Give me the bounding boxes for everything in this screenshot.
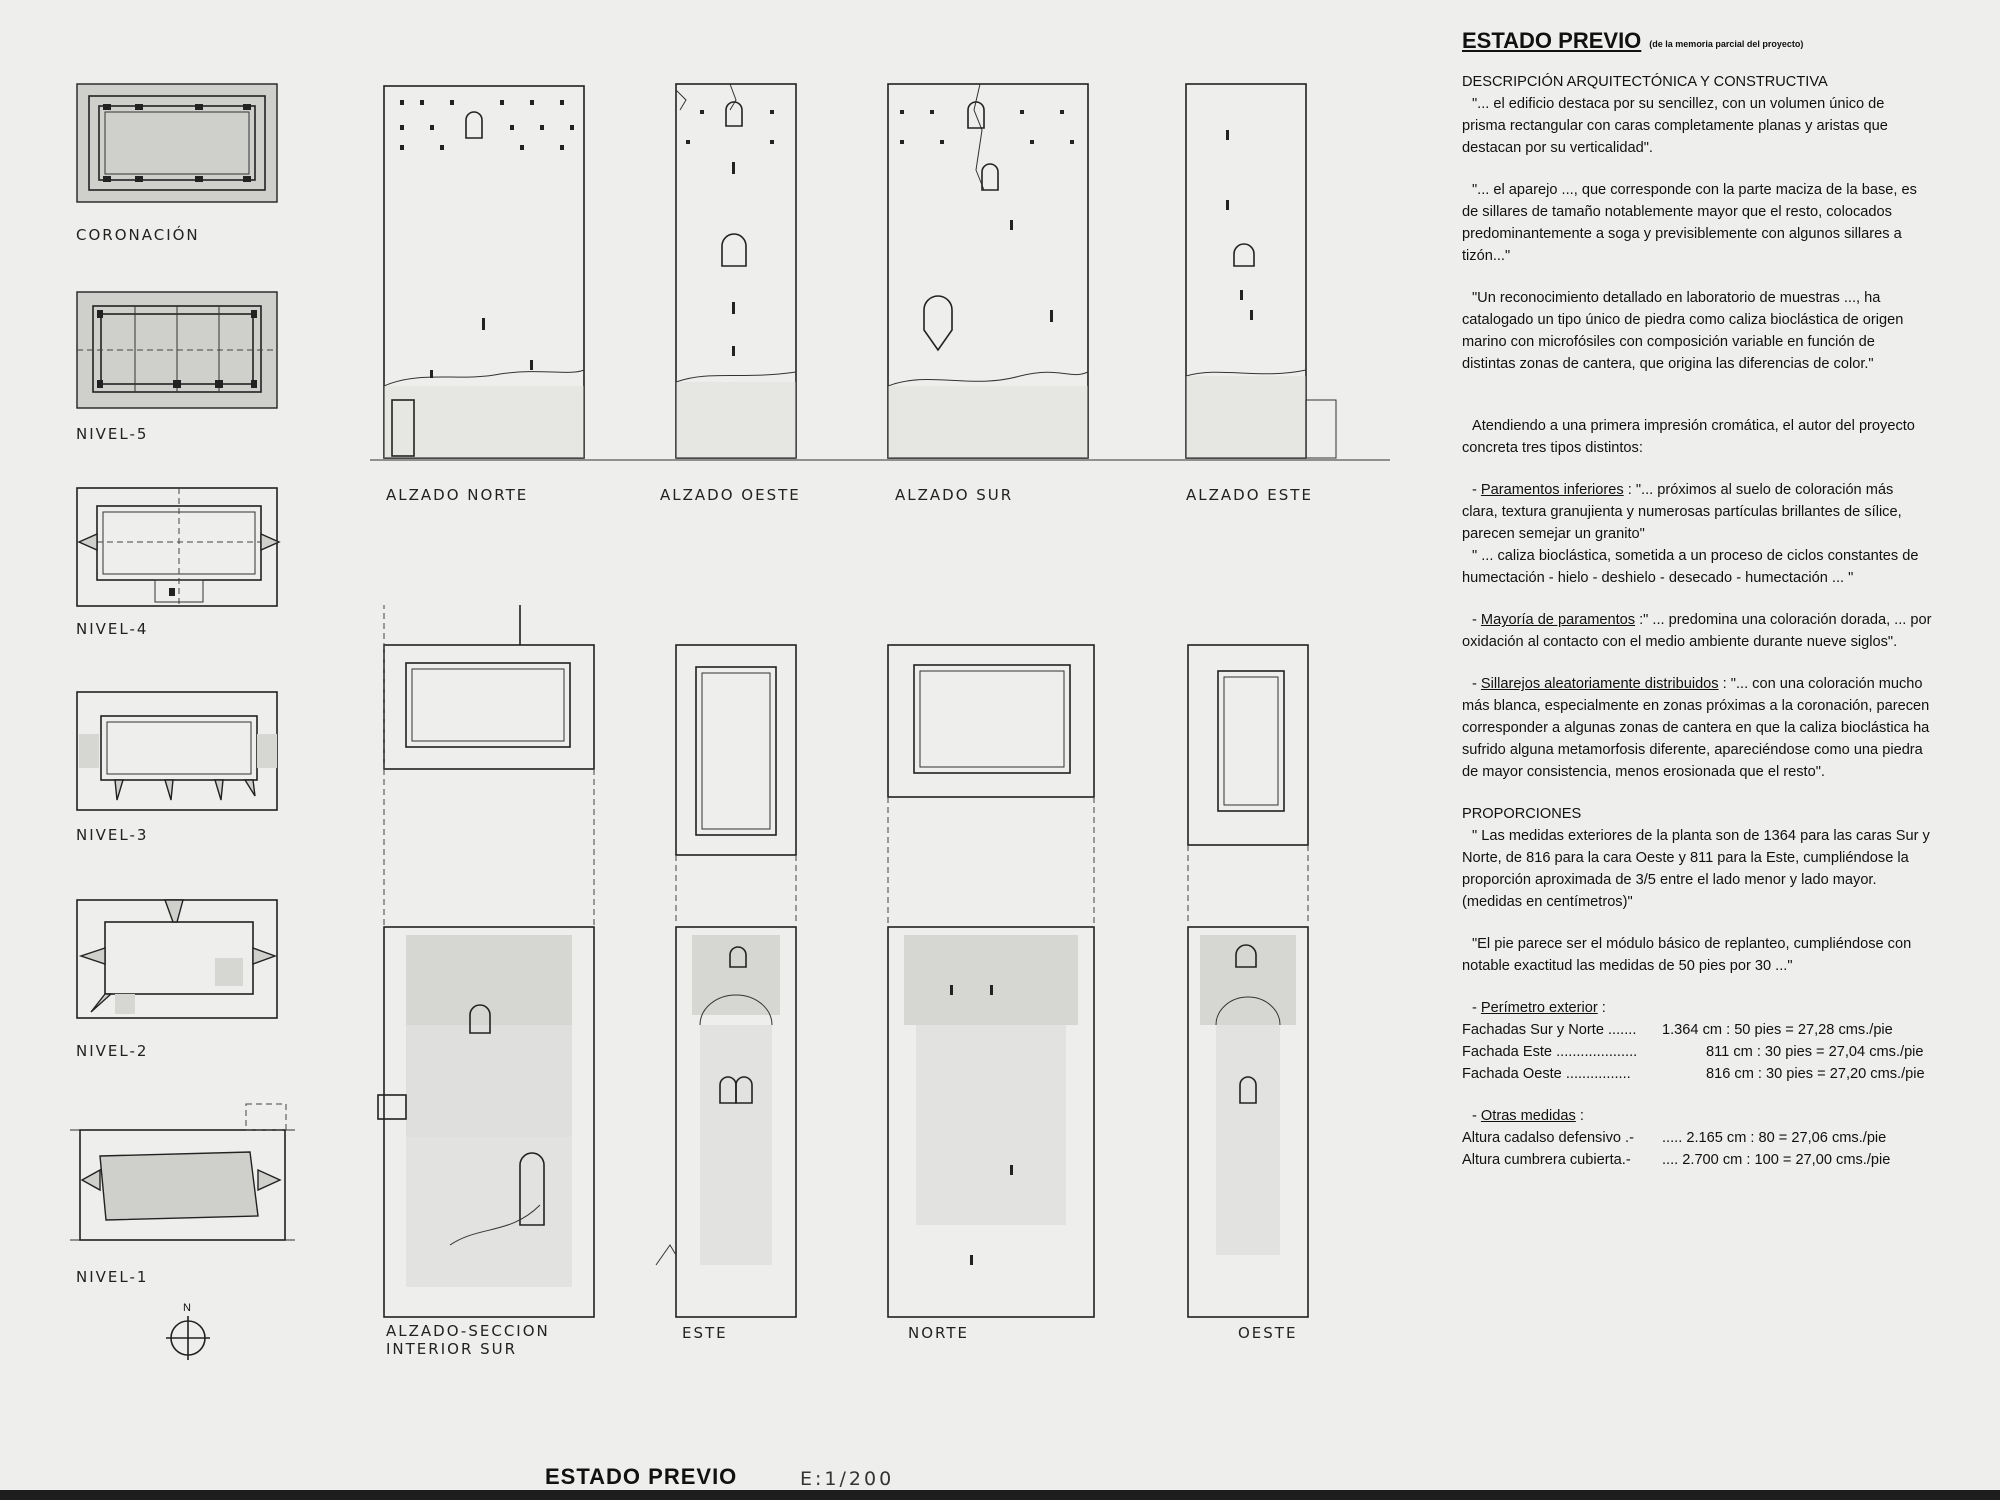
sections-bottom [370,605,1390,1325]
other-measures-table [1462,1127,1932,1171]
other-row-value: ..... 2.165 cm : 80 = 27,06 cms./pie [1662,1130,1887,1147]
elevation-oeste [676,84,796,458]
elevation-label-este: ALZADO ESTE [1186,486,1313,504]
plan-nivel-3 [75,690,285,820]
type-1-text-2: " ... caliza bioclástica, sometida a un proceso de ciclos constantes de humectación - hielo - deshielo - desecado - humectación ... " [1462,548,1919,587]
sheet-title: ESTADO PREVIO [545,1464,738,1489]
plan-nivel-5 [75,290,285,420]
sheet-scale: E:1/200 [800,1468,895,1490]
north-arrow-icon [166,1316,210,1360]
plan-label-coronacion: CORONACIÓN [76,226,200,244]
plan-nivel-2 [75,898,285,1028]
paragraph-3: "Un reconocimiento detallado en laboratorio de muestras ..., ha catalogado un tipo único de piedra como caliza bioclástica de origen marino con microfósiles con composición variable en función de distintas zonas de cantera, que origina las diferencias de color." [1462,290,1904,373]
plan-nivel-1 [70,1100,300,1250]
section-label-interior-sur-2: INTERIOR SUR [386,1340,518,1358]
type-1-text: : "... próximos al suelo de coloración más clara, textura granujienta y numerosas partículas brillantes de sílice, parecen semejar un granito" [1462,482,1902,543]
type-1-label: Paramentos inferiores [1480,482,1624,499]
plan-label-nivel-5: NIVEL-5 [76,425,149,443]
section-label-oeste: OESTE [1238,1324,1298,1342]
perimeter-row-label: Fachadas Sur y Norte ....... [1462,1022,1637,1039]
perimeter-title: Perímetro exterior [1480,1000,1598,1017]
elevation-label-oeste: ALZADO OESTE [660,486,801,504]
perimeter-row-label: Fachada Oeste ................ [1462,1066,1631,1083]
bottom-band [0,1490,2000,1500]
proportions-title: PROPORCIONES [1462,806,1582,823]
north-label: N [183,1302,191,1314]
section-label-este: ESTE [682,1324,728,1342]
perimeter-row-value: 816 cm : 30 pies = 27,20 cms./pie [1706,1066,1925,1083]
other-row-value: .... 2.700 cm : 100 = 27,00 cms./pie [1662,1152,1891,1169]
paragraph-2: "... el aparejo ..., que corresponde con la parte maciza de la base, es de sillares de tamaño notablemente mayor que el resto, colocados predominantemente a soga y previsiblemente con algunos sillares a tizón..." [1462,182,1917,265]
perimeter-row-value: 1.364 cm : 50 pies = 27,28 cms./pie [1662,1022,1893,1039]
section-este [656,645,796,1317]
elevation-sur [888,84,1088,458]
type-2-text: :" ... predomina una coloración dorada, ... por oxidación al contacto con el medio ambiente durante nueve siglos". [1462,612,1932,651]
paragraph-5: " Las medidas exteriores de la planta son de 1364 para las caras Sur y Norte, de 816 para la cara Oeste y 811 para la Este, cumpliéndose la proporción aproximada de 3/5 entre el lado menor y lado mayor. (medidas en centímetros)" [1462,828,1930,911]
section-norte [888,645,1094,1317]
section-label-norte: NORTE [908,1324,969,1342]
other-row-label: Altura cadalso defensivo .- [1462,1130,1634,1147]
desc-title: DESCRIPCIÓN ARQUITECTÓNICA Y CONSTRUCTIVA [1462,74,1828,91]
elevations-top [370,70,1390,470]
elevation-este [1186,84,1336,458]
plan-coronacion [75,82,285,212]
section-heading: ESTADO PREVIO [1462,28,1642,53]
elevation-label-norte: ALZADO NORTE [386,486,529,504]
plan-label-nivel-4: NIVEL-4 [76,620,149,638]
other-row-label: Altura cumbrera cubierta.- [1462,1152,1631,1169]
other-measures-title: Otras medidas [1480,1108,1576,1125]
paragraph-4: Atendiendo a una primera impresión cromática, el autor del proyecto concreta tres tipos distintos: [1462,418,1915,457]
perimeter-row-value: 811 cm : 30 pies = 27,04 cms./pie [1706,1044,1924,1061]
paragraph-6: "El pie parece ser el módulo básico de replanteo, cumpliéndose con notable exactitud las medidas de 50 pies por 30 ..." [1462,936,1912,975]
plan-label-nivel-1: NIVEL-1 [76,1268,149,1286]
perimeter-table [1462,1019,1932,1085]
plan-label-nivel-3: NIVEL-3 [76,826,149,844]
plan-nivel-4 [75,486,285,616]
elevation-norte [384,86,584,458]
heading-note: (de la memoria parcial del proyecto) [1649,39,1804,50]
section-oeste [1188,645,1308,1317]
plan-label-nivel-2: NIVEL-2 [76,1042,149,1060]
type-3-text: : "... con una coloración mucho más blanca, especialmente en zonas próximas a la coronación, parecen corresponder a algunas zonas de cantera en que la caliza bioclástica ha sufrido alguna metamorfosis diferente, apareciéndose como una piedra de mayor consistencia, menos erosionada que el resto". [1462,676,1930,781]
section-label-interior-sur-1: ALZADO-SECCION [386,1322,550,1340]
elevation-label-sur: ALZADO SUR [895,486,1014,504]
paragraph-1: "... el edificio destaca por su sencillez, con un volumen único de prisma rectangular con caras completamente planas y aristas que destacan por su verticalidad". [1462,96,1888,157]
text-panel: ESTADO PREVIO (de la memoria parcial del proyecto) DESCRIPCIÓN ARQUITECTÓNICA Y CONSTRUCTIVA "... el edificio destaca por su sencillez, con un volumen único de prisma rectangular con caras completamente planas y aristas que destacan por su verticalidad". "... el aparejo ..., que corresponde con la parte maciza de la base, es de sillares de tamaño notablemente mayor que el resto, colocados predominantemente a soga y previsiblemente con algunos sillares a tizón..." "Un reconocimiento detallado en laboratorio de muestras ..., ha catalogado un tipo único de piedra como caliza bioclástica de origen marino con microfósiles con composición variable en función de distintas zonas de cantera, que origina las diferencias de color." Atendiendo a una primera impresión cromática, el autor del proyecto concreta tres tipos distintos: - Paramentos inferiores : "... próximos al suelo de coloración más clara, textura granujienta y numerosas partículas brillantes de sílice, parecen semejar un granito" " ... caliza bioclástica, sometida a un proceso de ciclos constantes de humectación - hielo - deshielo - desecado - humectación ... " - Mayoría de paramentos :" ... predomina una coloración dorada, ... por oxidación al contacto con el medio ambiente durante nueve siglos". - Sillarejos aleatoriamente distribuidos : "... con una coloración mucho más blanca, especialmente en zonas próximas a la coronación, parecen corresponder a algunas zonas de cantera en que la caliza bioclástica ha sufrido alguna metamorfosis diferente, apareciéndose como una piedra de mayor consistencia, menos erosionada que el resto". PROPORCIONES " Las medidas exteriores de la planta son de 1364 para las caras Sur y Norte, de 816 para la cara Oeste y 811 para la Este, cumpliéndose la proporción aproximada de 3/5 entre el lado menor y lado mayor. (medidas en centímetros)" "El pie parece ser el módulo básico de replanteo, cumpliéndose con notable exactitud las medidas de 50 pies por 30 ..." - Perímetro exterior : Fachadas Sur y Norte ....... 1.364 cm : 50 pies = 27,28 cms./pie Fachada Este .................... 811 cm : 30 pies = 27,04 cms./pie Fachada Oeste ................ 816 cm : 30 pies = 27,20 cms./pie - Otras medidas : Altura cadalso defensivo .- ..... 2.165 cm : 80 = 27,06 cms./pie Altura cumbrera cubierta.- .... 2.700 cm : 100 = 27,00 cms./pie [1462,30,1932,1171]
type-3-label: Sillarejos aleatoriamente distribuidos [1480,676,1719,693]
type-2-label: Mayoría de paramentos [1480,612,1636,629]
perimeter-row-label: Fachada Este .................... [1462,1044,1638,1061]
section-interior-sur [378,605,594,1317]
